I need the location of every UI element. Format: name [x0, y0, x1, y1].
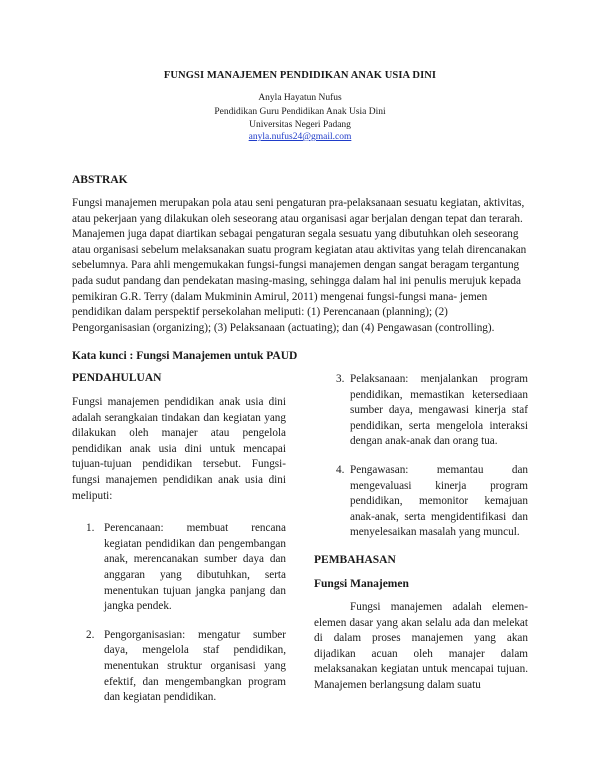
management-functions-list: [72, 521, 286, 706]
list-item: [314, 372, 528, 450]
right-column: [314, 372, 528, 694]
list-item-text: Pelaksanaan: menjalankan program pendidikan, memastikan ketersediaan sumber daya, mengawasi kinerja staf pendidikan, serta mengelola interaksi dengan anak-anak dan orang tua.: [350, 373, 528, 448]
left-column: [72, 372, 286, 719]
introduction-paragraph: Fungsi manajemen pendidikan anak usia dini adalah serangkaian tindakan dan kegiatan yang dilakukan oleh manajer atau pengelola pendidikan anak usia dini untuk mencapai tujuan-tujuan pendidikan tersebut. Fungsi-fungsi manajemen pendidikan anak usia dini meliputi:: [72, 396, 286, 502]
list-item-text: Pengorganisasian: mengatur sumber daya, mengelola staf pendidikan, menentukan struktur organisasi yang efektif, dan mengembangkan program dan kegiatan pendidikan.: [104, 628, 286, 704]
discussion-subheading: Fungsi Manajemen: [314, 577, 409, 590]
list-item-text: Pengawasan: memantau dan mengevaluasi kinerja program pendidikan, memonitor kemajuan anak-anak, serta mengidentifikasi dan menyelesaikan masalah yang muncul.: [350, 463, 528, 539]
list-item-number: 2.: [86, 628, 95, 641]
list-item: [72, 628, 286, 706]
paper-title: FUNGSI MANAJEMEN PENDIDIKAN ANAK USIA DINI: [163, 70, 437, 81]
list-item-number: 4.: [336, 463, 345, 476]
discussion-paragraph: Fungsi manajemen adalah elemen-elemen dasar yang akan selalu ada dan melekat di dalam proses manajemen yang akan dijadikan acuan oleh manajer dalam melaksanakan kegiatan untuk mencapai tujuan. Manajemen berlangsung dalam suatu: [314, 600, 528, 691]
author-department: Pendidikan Guru Pendidikan Anak Usia Dini: [214, 107, 386, 117]
abstract-heading: ABSTRAK: [72, 174, 128, 186]
list-item-text: Perencanaan: membuat rencana kegiatan pendidikan dan pengembangan anak, merencanakan sumber daya dan anggaran yang dibutuhkan, serta menentukan tujuan jangka panjang dan jangka pendek.: [104, 522, 286, 613]
author-name: Anyla Hayatun Nufus: [258, 93, 342, 103]
discussion-heading: PEMBAHASAN: [314, 553, 396, 566]
introduction-heading: PENDAHULUAN: [72, 372, 162, 384]
abstract-text: Fungsi manajemen merupakan pola atau seni pengaturan pra-pelaksanaan sesuatu kegiatan, aktivitas, atau pekerjaan yang dilakukan oleh seseorang atau organisasi agar berjalan dengan tepat dan terarah. Manajemen juga dapat diartikan sebagai pengaturan segala sesuatu yang dibutuhkan oleh seseorang atau organisasi sebelum melaksanakan suatu program kegiatan atau aktivitas yang telah direncanakan sebelumnya. Para ahli mengemukakan fungsi-fungsi manajemen dengan sangat beragam tergantung pada sudut pandang dan pendekatan masing-masing, sehingga dalam hal ini penulis merujuk kepada pemikiran G.R. Terry (dalam Mukminin Amirul, 2011) mengenai fungsi-fungsi mana- jemen pendidikan dalam perspektif persekolahan meliputi: (1) Perencanaan (planning); (2) Pengorganisasian (organizing); (3) Pelaksanaan (actuating); dan (4) Pengawasan (controlling).: [72, 197, 527, 334]
keywords: Kata kunci : Fungsi Manajemen untuk PAUD: [72, 350, 298, 362]
management-functions-list-continued: [314, 372, 528, 541]
list-item: [314, 463, 528, 541]
list-item: [72, 521, 286, 615]
list-item-number: 1.: [86, 522, 95, 535]
author-university: Universitas Negeri Padang: [249, 120, 351, 130]
author-email-link[interactable]: anyla.nufus24@gmail.com: [248, 132, 352, 142]
list-item-number: 3.: [336, 373, 345, 385]
